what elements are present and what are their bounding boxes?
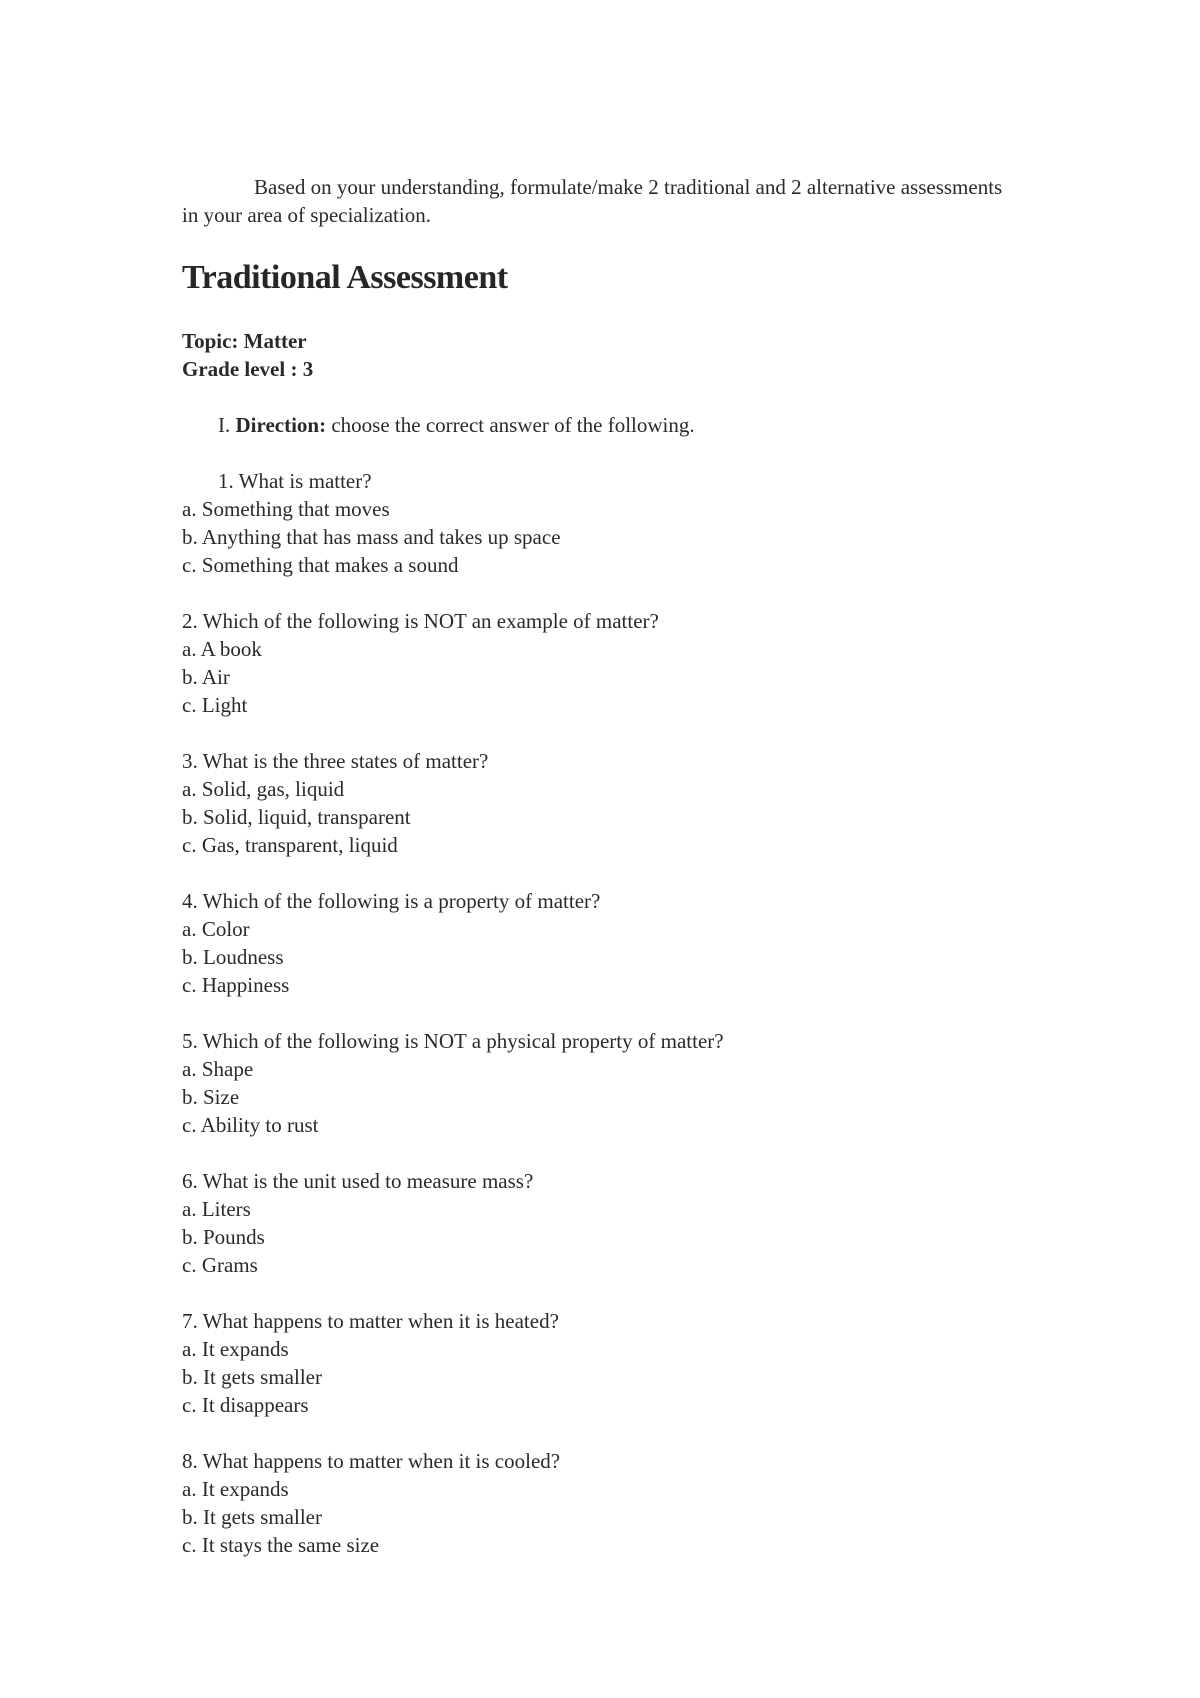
question-item: [182, 747, 1082, 859]
answer-option: c. It stays the same size: [182, 1533, 380, 1557]
direction-text: choose the correct answer of the following.: [331, 413, 695, 437]
question-text: 7. What happens to matter when it is heated?: [182, 1309, 559, 1333]
question-text: 1. What is matter?: [218, 469, 372, 493]
answer-option: b. It gets smaller: [182, 1505, 322, 1529]
question-list: [182, 467, 1082, 1587]
assessment-meta: [182, 327, 313, 383]
intro-paragraph: Based on your understanding, formulate/make 2 traditional and 2 alternative assessments in your area of specialization.: [182, 175, 1003, 227]
question-item: [182, 607, 1082, 719]
question-item: [182, 1167, 1082, 1279]
question-text: 2. Which of the following is NOT an example of matter?: [182, 609, 659, 633]
direction-numeral: I.: [218, 413, 231, 437]
answer-option: c. It disappears: [182, 1393, 309, 1417]
question-item: [182, 1307, 1082, 1419]
question-item: [182, 1447, 1082, 1559]
answer-option: b. Loudness: [182, 945, 284, 969]
question-text: 6. What is the unit used to measure mass?: [182, 1169, 534, 1193]
answer-option: a. Solid, gas, liquid: [182, 777, 345, 801]
answer-option: c. Grams: [182, 1253, 258, 1277]
question-text: 8. What happens to matter when it is cooled?: [182, 1449, 561, 1473]
answer-option: a. Something that moves: [182, 497, 390, 521]
answer-option: b. Solid, liquid, transparent: [182, 805, 411, 829]
question-item: [182, 1027, 1082, 1139]
answer-option: a. A book: [182, 637, 262, 661]
answer-option: a. Color: [182, 917, 250, 941]
page-title: Traditional Assessment: [182, 259, 508, 296]
grade-level-label: Grade level : 3: [182, 357, 314, 381]
direction-line: [218, 411, 695, 439]
answer-option: c. Something that makes a sound: [182, 553, 459, 577]
question-text: 5. Which of the following is NOT a physical property of matter?: [182, 1029, 724, 1053]
answer-option: c. Light: [182, 693, 248, 717]
answer-option: a. Shape: [182, 1057, 254, 1081]
answer-option: a. It expands: [182, 1477, 289, 1501]
answer-option: b. Air: [182, 665, 230, 689]
answer-option: b. Pounds: [182, 1225, 265, 1249]
answer-option: b. It gets smaller: [182, 1365, 322, 1389]
question-text: 4. Which of the following is a property of matter?: [182, 889, 601, 913]
answer-option: c. Ability to rust: [182, 1113, 319, 1137]
answer-option: a. It expands: [182, 1337, 289, 1361]
answer-option: b. Anything that has mass and takes up space: [182, 525, 561, 549]
direction-label: Direction:: [235, 413, 327, 437]
answer-option: c. Gas, transparent, liquid: [182, 833, 398, 857]
answer-option: b. Size: [182, 1085, 240, 1109]
topic-label: Topic: Matter: [182, 329, 307, 353]
question-item: [182, 467, 1082, 579]
answer-option: c. Happiness: [182, 973, 290, 997]
question-text: 3. What is the three states of matter?: [182, 749, 489, 773]
question-item: [182, 887, 1082, 999]
answer-option: a. Liters: [182, 1197, 251, 1221]
